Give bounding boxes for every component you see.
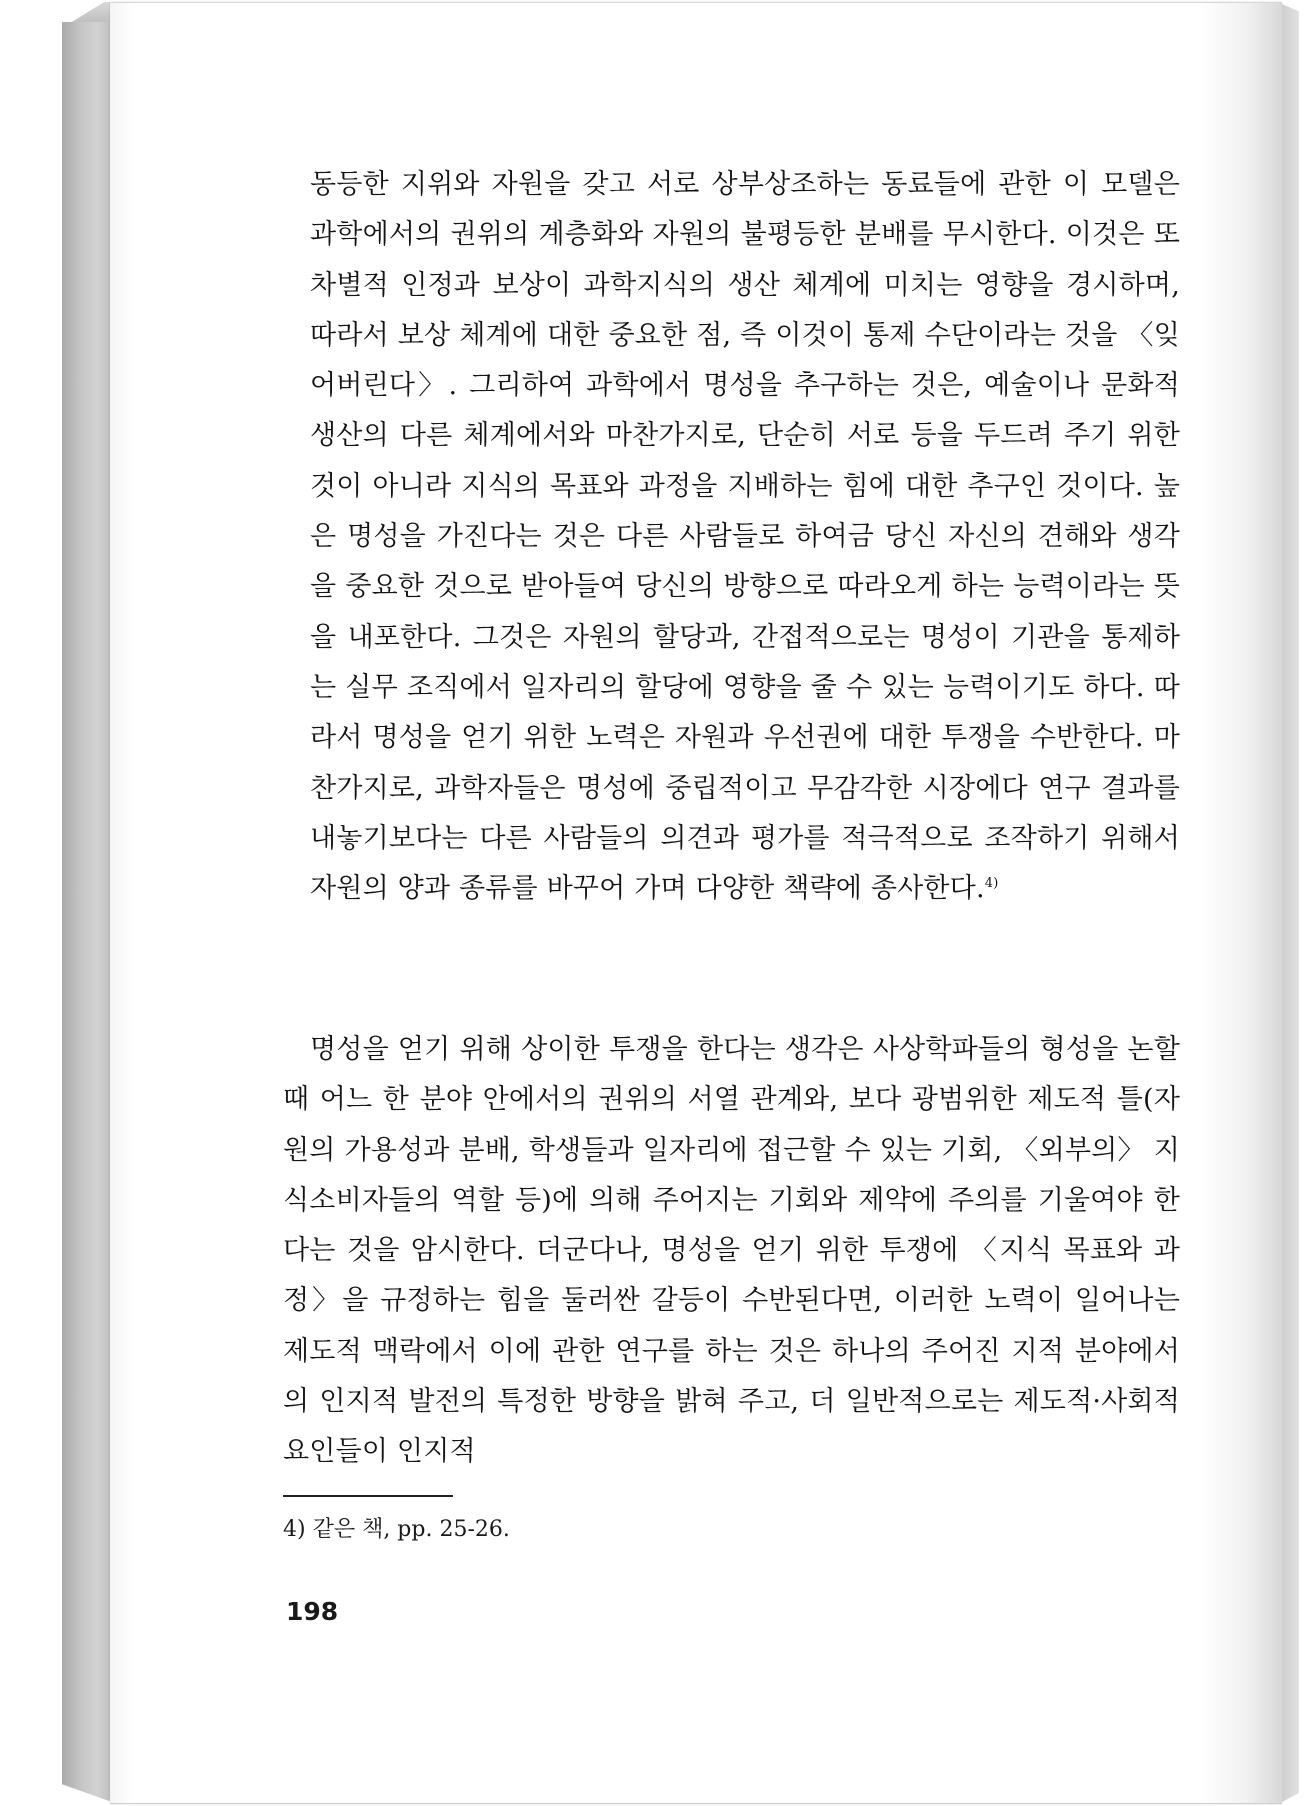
page-number: 198 — [286, 1597, 339, 1626]
paragraph-1-text: 동등한 지위와 자원을 갖고 서로 상부상조하는 동료들에 관한 이 모델은 과학에서의 권위의 계층화와 자원의 불평등한 분배를 무시한다. 이것은 또 차별적 인정과 보상이 과학지식의 생산 체계에 미치는 영향을 경시하며, 따라서 보상 체계에 대한 중요한 점, 즉 이것이 통제 수단이라는 것을 〈잊어버린다〉. 그리하여 과학에서 명성을 추구하는 것은, 예술이나 문화적 생산의 다른 체계에서와 마찬가지로, 단순히 서로 등을 두드려 주기 위한 것이 아니라 지식의 목표와 과정을 지배하는 힘에 대한 추구인 것이다. 높은 명성을 가진다는 것은 다른 사람들로 하여금 당신 자신의 견해와 생각을 중요한 것으로 받아들여 당신의 방향으로 따라오게 하는 능력이라는 뜻을 내포한다. 그것은 자원의 할당과, 간접적으로는 명성이 기관을 통제하는 실무 조직에서 일자리의 할당에 영향을 줄 수 있는 능력이기도 하다. 따라서 명성을 얻기 위한 노력은 자원과 우선권에 대한 투쟁을 수반한다. 마찬가지로, 과학자들은 명성에 중립적이고 무감각한 시장에다 연구 결과를 내놓기보다는 다른 사람들의 의견과 평가를 적극적으로 조작하기 위해서 자원의 양과 종류를 바꾸어 가며 다양한 책략에 종사한다. — [310, 169, 1180, 905]
footnote: 4) 같은 책, pp. 25-26. — [283, 1517, 510, 1542]
paragraph-2-text: 명성을 얻기 위해 상이한 투쟁을 한다는 생각은 사상학파들의 형성을 논할 때 어느 한 분야 안에서의 권위의 서열 관계와, 보다 광범위한 제도적 틀(자원의 가용성과 분배, 학생들과 일자리에 접근할 수 있는 기회, 〈외부의〉 지식소비자들의 역할 등)에 의해 주어지는 기회와 제약에 주의를 기울여야 한다는 것을 암시한다. 더군다나, 명성을 얻기 위한 투쟁에 〈지식 목표와 과정〉을 규정하는 힘을 둘러싼 갈등이 수반된다면, 이러한 노력이 일어나는 제도적 맥락에서 이에 관한 연구를 하는 것은 하나의 주어진 지적 분야에서의 인지적 발전의 특정한 방향을 밝혀 주고, 더 일반적으로는 제도적·사회적 요인들이 인지적 — [283, 1034, 1180, 1468]
paragraph-1 — [310, 160, 1180, 914]
footnote-reference: 4) — [984, 876, 999, 892]
paragraph-2 — [283, 1025, 1180, 1478]
book-spine — [62, 22, 112, 1802]
page-edge — [1282, 4, 1310, 1802]
footnote-divider — [283, 1495, 453, 1497]
